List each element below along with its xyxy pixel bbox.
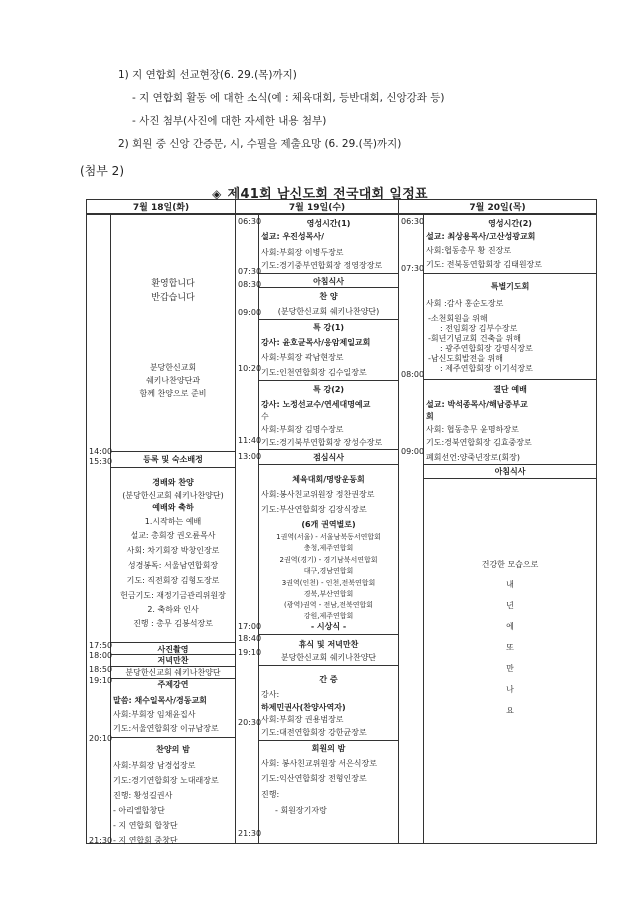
day2-time-column: [236, 214, 262, 844]
lecture2-title: 특 강(2): [312, 385, 345, 394]
attachment-label: (첨부 2): [80, 164, 124, 178]
lecture1-title: 특 강(1): [312, 323, 345, 332]
lecture2-item: 수: [261, 412, 269, 421]
breakfast: 아침식사: [313, 277, 344, 286]
praise-item: 사회:부회장 남경섭장로: [113, 761, 196, 770]
day1-header: 7월 18일(화): [87, 200, 236, 215]
closing-worship-title: 결단 예배: [493, 385, 527, 394]
diamond-icon: ◈: [212, 187, 222, 201]
worship-item: 2. 축하와 인사: [147, 605, 199, 614]
sports-item: (6개 권역별로): [301, 520, 356, 529]
worship-item: 사회: 차기회장 박창인장로: [126, 546, 220, 555]
farewell-char: 에: [506, 622, 514, 631]
lecture-item: 기도:서울연합회장 이규남장로: [113, 724, 219, 733]
praise-item: - 아리엘합창단: [113, 806, 165, 815]
time-label: 18:40: [238, 634, 262, 643]
sports-item: 경북,부산연합회: [303, 590, 354, 598]
spiritual2-title: 영성시간(2): [488, 219, 532, 228]
time-label: 18:00: [89, 651, 113, 660]
testimony-title: 간 증: [319, 675, 338, 684]
lecture1-item: 강사: 윤호균목사/응암제일교회: [261, 338, 371, 347]
prayer-item: -남신도회발전을 위해: [428, 354, 504, 363]
rest-dinner-sub: 분당한신교회 쉐키나찬양단: [280, 653, 377, 662]
testimony-item: 하제민권사(찬양사역자): [261, 703, 346, 712]
welcome-text: 환영합니다: [151, 279, 195, 289]
prayer-item: -소천회원을 위해: [428, 314, 488, 323]
sports-item: 대구,경남연합회: [303, 567, 354, 575]
day3-time-column: [399, 214, 424, 844]
praise-night-title: 찬양의 밤: [156, 745, 190, 754]
testimony-item: 사회:부회장 권용범장로: [261, 715, 344, 724]
registration: 등록 및 숙소배정: [143, 455, 203, 464]
prayer-item: : 전임회장 김부수장로: [440, 324, 518, 333]
time-label: 10:20: [238, 364, 262, 373]
intro-line: - 사진 첨부(사진에 대한 자세한 내용 첨부): [132, 115, 327, 127]
prep-text: 함께 찬양으로 준비: [139, 389, 207, 398]
members-item: 사회: 봉사친교위원장 서은식장로: [261, 759, 377, 768]
lecture1-item: 기도:인천연합회장 김수일장로: [261, 368, 367, 377]
time-label: 15:30: [89, 457, 113, 466]
sports-item: 1권역(서울) - 서울남북동서연합회: [276, 533, 381, 541]
sports-title: 체육대회/명랑운동회: [292, 475, 365, 484]
testimony-item: 기도:대전연합회장 강한균장로: [261, 728, 367, 737]
time-label: 08:00: [401, 370, 425, 379]
closing-item: 사회: 협동총무 윤명하장로: [426, 425, 519, 434]
intro-line: 1) 지 연합회 선교현장(6. 29.(목)까지): [118, 69, 297, 81]
sports-item: 3권역(인천) - 인천,전북연합회: [281, 579, 376, 587]
lunch: 점심식사: [313, 453, 344, 462]
time-label: 19:10: [89, 676, 113, 685]
dinner-praise: 분당한신교회 쉐키나찬양단: [125, 668, 221, 677]
lecture2-item: 사회:부회장 김명수장로: [261, 425, 344, 434]
sports-item: (광역)권역 - 전남,전북연합회: [284, 601, 374, 609]
day1-content: [111, 214, 236, 844]
sports-item: 강원,제주연합회: [303, 612, 354, 620]
time-label: 13:00: [238, 452, 262, 461]
lecture-item: 사회:부회장 임채윤집사: [113, 710, 196, 719]
members-item: 기도:익산연합회장 전형인장로: [261, 774, 367, 783]
worship-title: 예배와 축하: [152, 503, 194, 512]
praise-item: 기도:경기연합회장 노대래장로: [113, 776, 219, 785]
worship-item: 헌금기도: 재정기금관리위원장: [120, 591, 226, 600]
farewell-char: 또: [506, 643, 514, 652]
prayer-item: : 광주연합회장 강명식장로: [440, 344, 533, 353]
intro-notes: [118, 64, 444, 156]
prayer-item: 사회 :감사 홍순도장로: [426, 299, 504, 308]
lecture-title: 주제강연: [157, 680, 189, 689]
time-label: 20:10: [89, 734, 113, 743]
day2-header: 7월 19일(수): [236, 200, 399, 215]
praise-sub: (분당한신교회 쉐키나찬양단): [277, 307, 380, 316]
praise-item: 진행: 황성길권사: [113, 791, 173, 800]
intro-line: - 지 연합회 활동 에 대한 소식(예 : 체육대회, 등반대회, 신앙강좌 등): [132, 92, 445, 104]
time-label: 07:30: [238, 267, 262, 276]
farewell-char: 요: [506, 706, 514, 715]
spiritual-item: 기도:경기중부연합회장 정영장장로: [261, 261, 383, 270]
time-label: 06:30: [401, 217, 425, 226]
prep-text: 쉐키나찬양단과: [145, 376, 201, 385]
farewell-char: 만: [506, 664, 514, 673]
award-ceremony: - 시상식 -: [310, 622, 347, 631]
time-label: 17:50: [89, 641, 113, 650]
farewell-char: 년: [506, 601, 514, 610]
day1-time-column: [87, 214, 111, 844]
opening-sub: (분당한신교회 쉐키나찬양단): [122, 491, 224, 500]
closing-item: 기도:경북연합회장 김효중장로: [426, 438, 532, 447]
members-night-title: 회원의 밤: [311, 744, 346, 753]
time-label: 17:00: [238, 622, 262, 631]
opening-title: 경배와 찬양: [152, 478, 194, 487]
farewell-char: 내: [506, 580, 514, 589]
worship-item: 진행 : 총무 김봉석장로: [133, 619, 213, 628]
time-label: 07:30: [401, 264, 425, 273]
spiritual2-item: 설교: 최상용목사/고산성광교회: [426, 232, 536, 241]
prayer-item: -회년기념교회 건축을 위해: [428, 334, 522, 343]
title-text: 제41회 남신도회 전국대회 일정표: [227, 187, 428, 202]
prep-text: 분당한신교회: [149, 363, 197, 372]
testimony-item: 강사:: [261, 690, 280, 699]
members-item: - 회원장기자랑: [275, 806, 327, 815]
praise: 찬 양: [319, 292, 338, 301]
photo: 사진촬영: [157, 645, 189, 654]
spiritual2-item: 사회:협동총무 황 진장로: [426, 246, 512, 255]
time-label: 14:00: [89, 447, 113, 456]
closing-item: 폐회선언:양죽년장로(회장): [426, 453, 520, 462]
spiritual2-item: 기도: 전북동연합회장 김태원장로: [426, 260, 543, 269]
closing-item: 회: [426, 412, 434, 421]
time-label: 20:30: [238, 718, 262, 727]
closing-item: 설교: 박석종목사/해남중부교: [426, 400, 528, 409]
lecture-item: 말씀: 채수일목사/경동교회: [113, 696, 207, 705]
prayer-title: 특별기도회: [490, 282, 530, 291]
members-item: 진행:: [261, 790, 280, 799]
time-label: 19:10: [238, 648, 262, 657]
lecture2-item: 기도:경기북부연합회장 장성수장로: [261, 438, 383, 447]
breakfast-day3: 아침식사: [494, 467, 526, 476]
sports-item: 사회:봉사친교위원장 정찬권장로: [261, 490, 375, 499]
dinner: 저녁만찬: [157, 656, 189, 665]
worship-item: 설교: 총회장 권오륜목사: [130, 531, 216, 540]
intro-line: 2) 회원 중 신앙 간증문, 시, 수필을 제출요망 (6. 29.(목)까지): [118, 138, 402, 150]
farewell-char: 나: [506, 685, 514, 694]
time-label: 21:30: [238, 829, 262, 838]
time-label: 11:40: [238, 436, 262, 445]
spiritual-item: 사회:부회장 이병두장로: [261, 248, 344, 257]
day2-content: [259, 214, 399, 844]
rest-dinner: 휴식 및 저녁만찬: [298, 640, 359, 649]
praise-item: - 지 연합회 합창단: [113, 821, 178, 830]
worship-item: 1.시작하는 예배: [144, 517, 202, 526]
welcome-text: 반갑습니다: [151, 293, 195, 303]
worship-item: 기도: 직전회장 김형도장로: [126, 576, 220, 585]
day3-header: 7월 20일(목): [399, 200, 597, 215]
praise-item: - 지 연합회 중창단: [113, 836, 178, 845]
lecture2-item: 강사: 노정선교수/연세대명예교: [261, 400, 371, 409]
sports-item: 충청,제주연합회: [303, 544, 354, 552]
spiritual-item: 설교: 우진성목사/: [261, 232, 325, 241]
sports-item: 기도:부산연합회장 김장식장로: [261, 505, 367, 514]
day3-content: [424, 214, 597, 844]
time-label: 09:00: [401, 447, 425, 456]
time-label: 21:30: [89, 836, 113, 845]
time-label: 09:00: [238, 308, 262, 317]
spiritual-title: 영성시간(1): [306, 219, 351, 228]
time-label: 06:30: [238, 217, 262, 226]
worship-item: 성경봉독: 서울남연합회장: [127, 561, 219, 570]
time-label: 08:30: [238, 280, 262, 289]
schedule-table: [86, 199, 597, 844]
lecture1-item: 사회:부회장 곽남현장로: [261, 353, 344, 362]
sports-item: 2권역(경기) - 경기남북서연합회: [279, 556, 378, 564]
farewell-text: 건강한 모습으로: [481, 560, 539, 569]
time-label: 18:50: [89, 665, 113, 674]
prayer-item: : 제주연합회장 이기석장로: [440, 364, 533, 373]
